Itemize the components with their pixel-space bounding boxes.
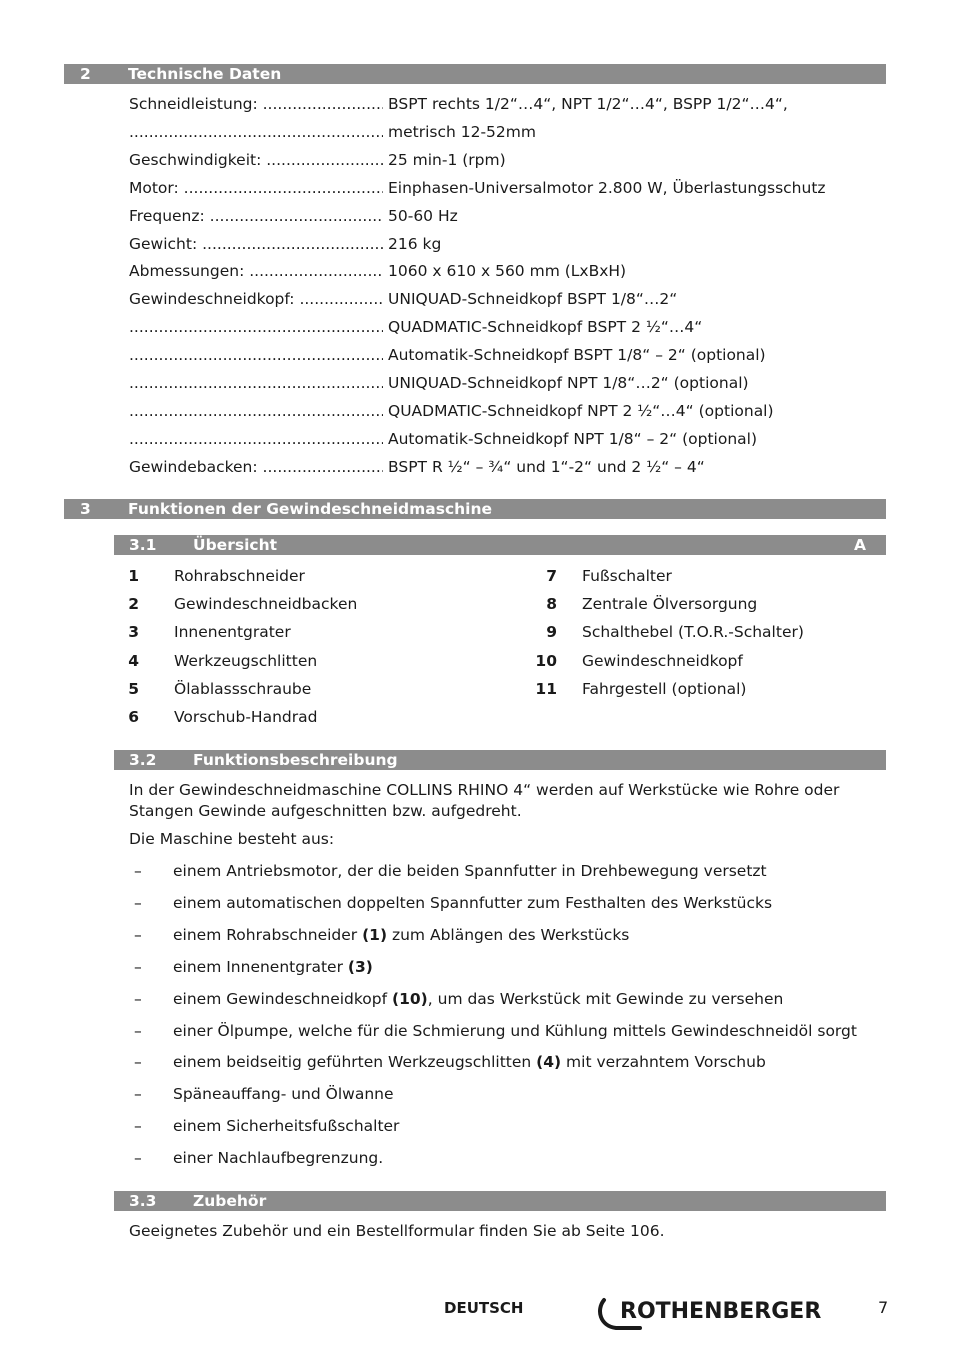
tech-data-label [129,316,383,338]
part-name: Schalthebel (T.O.R.-Schalter) [582,623,804,642]
accessories-text: Geeignetes Zubehör und ein Bestellformular finden Sie ab Seite 106. [129,1222,665,1240]
section-3-header [64,499,886,519]
component-text: einem Innenentgrater (3) [173,957,373,976]
svg-text:ROTHENBERGER: ROTHENBERGER [620,1299,822,1324]
bullet-dash: – [134,1117,142,1136]
tech-data-value: BSPT R ½“ – ¾“ und 1“-2“ und 2 ½“ – 4“ [388,457,705,476]
bullet-dash: – [134,1021,142,1040]
subsection-3-3-header [114,1191,886,1211]
part-name: Ölablassschraube [174,679,312,698]
tech-data-value: BSPT rechts 1/2“…4“, NPT 1/2“…4“, BSPP 1/2“…4“, [388,95,788,113]
part-number: 8 [546,595,557,614]
part-reference: (1) [362,925,388,944]
subsection-number: 3.2 [129,751,157,769]
component-text: Späneauffang- und Ölwanne [173,1085,394,1104]
bullet-dash: – [134,989,142,1008]
subsection-number: 3.3 [129,1192,157,1210]
part-number: 10 [535,651,557,670]
part-number: 3 [128,623,139,642]
subsection-3-1-header [114,535,886,555]
tech-data-label [129,428,383,450]
component-text: einem beidseitig geführten Werkzeugschlitten (4) mit verzahntem Vorschub [173,1053,766,1072]
tech-data-label [129,121,383,143]
part-number: 5 [128,679,139,698]
subsection-title: Übersicht [193,536,278,554]
bullet-dash: – [134,1149,142,1168]
part-name: Fußschalter [582,567,672,585]
tech-data-label [129,344,383,366]
tech-data-value: metrisch 12-52mm [388,122,536,141]
part-name: Zentrale Ölversorgung [582,595,758,614]
subsection-title: Funktionsbeschreibung [193,751,398,769]
part-reference: (4) [536,1053,562,1072]
bullet-dash: – [134,925,142,944]
tech-data-label: Motor: ..... [129,177,383,199]
section-title: Funktionen der Gewindeschneidmaschine [128,500,493,518]
section-title: Technische Daten [128,65,282,83]
tech-data-value: QUADMATIC-Schneidkopf NPT 2 ½“…4“ (optional) [388,401,774,420]
tech-data-value: QUADMATIC-Schneidkopf BSPT 2 ½“…4“ [388,318,703,337]
part-name: Innenentgrater [174,623,291,642]
tech-data-value: 50-60 Hz [388,206,458,225]
part-name: Werkzeugschlitten [174,651,318,670]
tech-data-value: UNIQUAD-Schneidkopf NPT 1/8“…2“ (optional) [388,374,749,392]
part-number: 11 [535,679,557,698]
tech-data-label: Abmessungen: ..... [129,260,383,282]
subsection-3-2-header [114,750,886,770]
bullet-dash: – [134,893,142,912]
tech-data-label [129,372,383,394]
tech-data-value: Automatik-Schneidkopf NPT 1/8“ – 2“ (optional) [388,429,758,448]
tech-data-value: Einphasen-Universalmotor 2.800 W, Überlastungsschutz [388,178,826,197]
part-name: Fahrgestell (optional) [582,679,747,698]
component-text: einer Ölpumpe, welche für die Schmierung und Kühlung mittels Gewindeschneidöl sorgt [173,1021,857,1040]
bullet-dash: – [134,1085,142,1104]
part-name: Vorschub-Handrad [174,708,318,726]
part-reference: (3) [347,957,373,976]
footer-language: DEUTSCH [444,1299,524,1317]
part-name: Gewindeschneidkopf [582,651,743,670]
part-number: 9 [546,623,557,642]
section-number: 2 [80,65,91,83]
tech-data-label: Gewicht: ..... [129,233,383,255]
bullet-dash: – [134,1053,142,1072]
tech-data-label: Gewindebacken: ..... [129,456,383,478]
description-intro-2: Die Maschine besteht aus: [129,830,335,848]
bullet-dash: – [134,957,142,976]
component-text: einem Antriebsmotor, der die beiden Spannfutter in Drehbewegung versetzt [173,862,767,880]
part-number: 2 [128,595,139,614]
tech-data-label: Schneidleistung: ..... [129,93,383,115]
part-number: 6 [128,708,139,726]
tech-data-label: Frequenz: ..... [129,205,383,227]
subsection-title: Zubehör [193,1192,267,1210]
component-text: einem automatischen doppelten Spannfutter zum Festhalten des Werkstücks [173,893,773,912]
subsection-number: 3.1 [129,536,157,554]
section-number: 3 [80,500,91,518]
component-text: einem Sicherheitsfußschalter [173,1117,400,1136]
tech-data-value: Automatik-Schneidkopf BSPT 1/8“ – 2“ (optional) [388,346,766,365]
tech-data-value: 1060 x 610 x 560 mm (LxBxH) [388,262,627,281]
part-reference: (10) [392,989,428,1008]
part-number: 4 [128,651,139,670]
figure-reference: A [854,536,866,554]
tech-data-label [129,400,383,422]
part-number: 7 [546,567,557,585]
part-name: Gewindeschneidbacken [174,595,358,614]
component-text: einem Rohrabschneider (1) zum Ablängen des Werkstücks [173,925,630,944]
page-number: 7 [878,1298,889,1317]
tech-data-value: 25 min-1 (rpm) [388,150,506,169]
tech-data-value: UNIQUAD-Schneidkopf BSPT 1/8“…2“ [388,290,678,309]
tech-data-label: Gewindeschneidkopf: ..... [129,288,383,310]
section-2-header [64,64,886,84]
rothenberger-logo [596,1294,836,1334]
component-text: einer Nachlaufbegrenzung. [173,1149,384,1168]
tech-data-label: Geschwindigkeit: ..... [129,149,383,171]
tech-data-value: 216 kg [388,234,442,253]
part-name: Rohrabschneider [174,567,305,585]
description-intro: In der Gewindeschneidmaschine COLLINS RHINO 4“ werden auf Werkstücke wie Rohre oder Stangen Gewinde aufgeschnitten bzw. aufgedreht. [129,781,840,820]
bullet-dash: – [134,862,142,880]
part-number: 1 [128,567,139,585]
component-text: einem Gewindeschneidkopf (10), um das Werkstück mit Gewinde zu versehen [173,989,784,1008]
